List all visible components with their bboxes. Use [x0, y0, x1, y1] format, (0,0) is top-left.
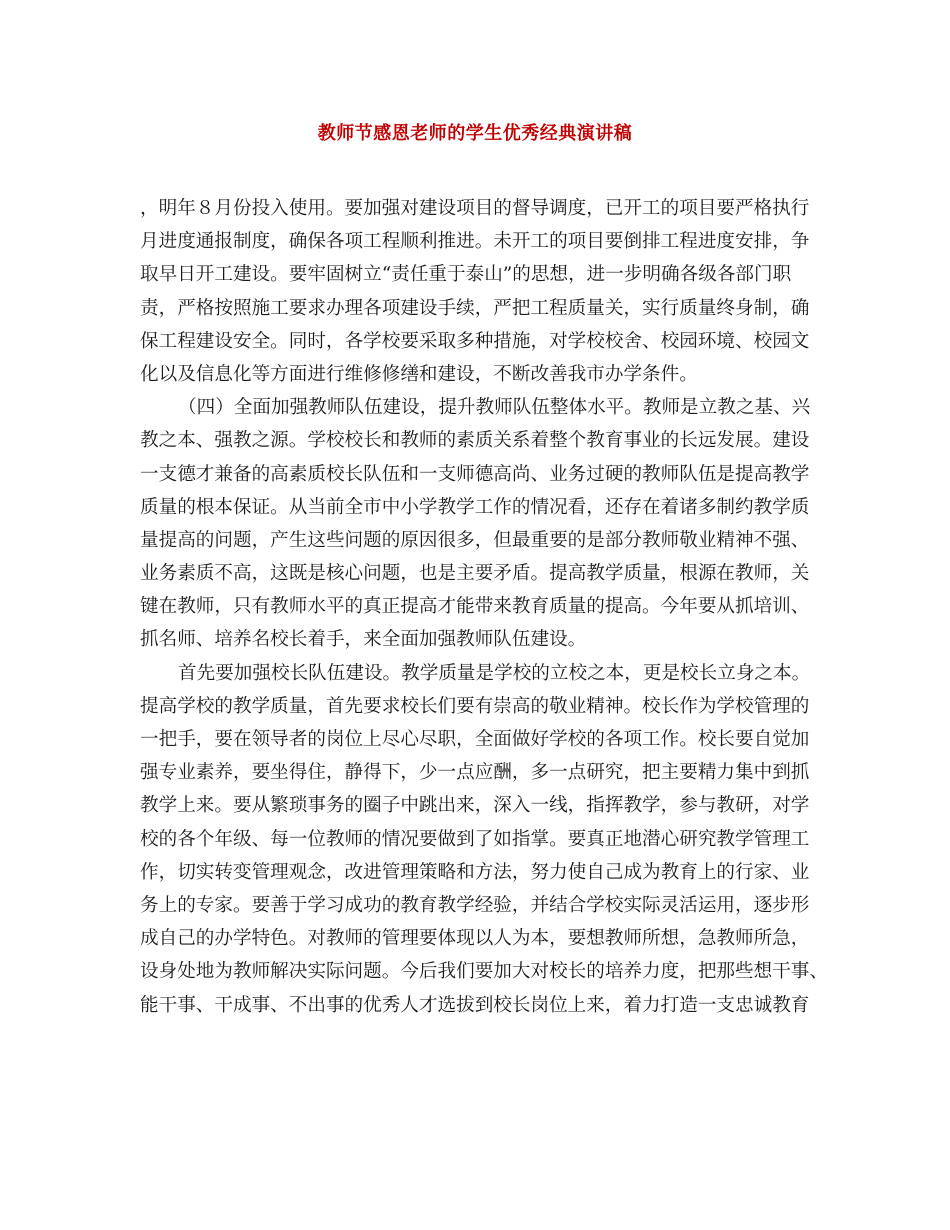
text-line: 务上的专家。要善于学习成功的教育教学经验，并结合学校实际灵活运用，逐步形: [140, 894, 810, 916]
text-line: 保工程建设安全。同时，各学校要采取多种措施，对学校校舍、校园环境、校园文: [140, 330, 810, 352]
text-line: 业务素质不高，这既是核心问题，也是主要矛盾。提高教学质量，根源在教师，关: [140, 563, 810, 585]
text-line: 能干事、干成事、不出事的优秀人才选拔到校长岗位上来，着力打造一支忠诚教育: [140, 994, 810, 1016]
text-line: ，明年８月份投入使用。要加强对建设项目的督导调度，已开工的项目要严格执行: [140, 198, 810, 219]
text-line: 抓名师、培养名校长着手，来全面加强教师队伍建设。: [140, 629, 587, 651]
text-line: 化以及信息化等方面进行维修修缮和建设，不断改善我市办学条件。: [140, 363, 698, 385]
text-line: 教学上来。要从繁琐事务的圈子中跳出来，深入一线，指挥教学，参与教研，对学: [140, 795, 810, 817]
text-line: 键在教师，只有教师水平的真正提高才能带来教育质量的提高。今年要从抓培训、: [140, 596, 810, 618]
text-line: 作，切实转变管理观念，改进管理策略和方法，努力使自己成为教育上的行家、业: [140, 861, 810, 883]
text-line: 月进度通报制度，确保各项工程顺利推进。未开工的项目要倒排工程进度安排，争: [140, 231, 810, 253]
document-body: [140, 192, 828, 1022]
text-line: 提高学校的教学质量，首先要求校长们要有崇高的敬业精神。校长作为学校管理的: [140, 695, 810, 717]
document-title: 教师节感恩老师的学生优秀经典演讲稿: [317, 123, 633, 144]
text-line: 一把手，要在领导者的岗位上尽心尽职，全面做好学校的各项工作。校长要自觉加: [140, 729, 810, 750]
text-line: 强专业素养，要坐得住，静得下，少一点应酬，多一点研究，把主要精力集中到抓: [140, 762, 810, 784]
text-line: 取早日开工建设。要牢固树立“责任重于泰山”的思想，进一步明确各级各部门职: [140, 264, 792, 286]
text-line: 校的各个年级、每一位教师的情况要做到了如指掌。要真正地潜心研究教学管理工: [140, 828, 810, 850]
text-line: 量提高的问题，产生这些问题的原因很多，但最重要的是部分教师敬业精神不强、: [140, 529, 810, 551]
text-line: 成自己的办学特色。对教师的管理要体现以人为本，要想教师所想，急教师所急，: [140, 928, 810, 950]
text-line: 责，严格按照施工要求办理各项建设手续，严把工程质量关，实行质量终身制，确: [140, 297, 810, 319]
text-line: 质量的根本保证。从当前全市中小学教学工作的情况看，还存在着诸多制约教学质: [140, 496, 810, 518]
text-line: 一支德才兼备的高素质校长队伍和一支师德高尚、业务过硬的教师队伍是提高教学: [140, 463, 810, 485]
text-line: 教之本、强教之源。学校校长和教师的素质关系着整个教育事业的长远发展。建设: [140, 430, 810, 452]
paragraph-start-line: 首先要加强校长队伍建设。教学质量是学校的立校之本，更是校长立身之本。: [178, 662, 811, 684]
text-line: 设身处地为教师解决实际问题。今后我们要加大对校长的培养力度，把那些想干事、: [140, 961, 828, 983]
paragraph-start-line: （四）全面加强教师队伍建设，提升教师队伍整体水平。教师是立教之基、兴: [178, 397, 811, 419]
